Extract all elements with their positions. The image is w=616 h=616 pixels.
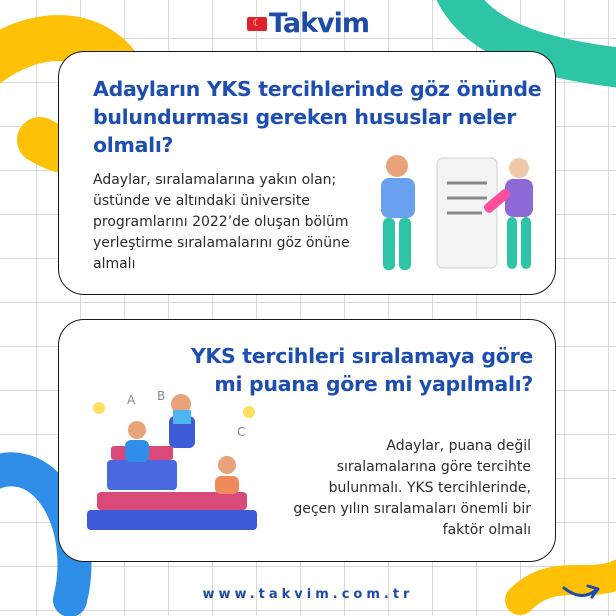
svg-text:C: C — [237, 425, 246, 439]
question-card-2 — [58, 319, 556, 562]
arrow-icon — [562, 580, 602, 602]
card2-body: Adaylar, puana değil sıralamalarına göre tercihte bulunmalı. YKS tercihlerinde, geçen yılın sıralamaları önemli bir faktör olmalı — [293, 438, 531, 538]
card1-title: Adayların YKS tercihlerinde göz önünde bulundurması gereken hususlar neler olmalı? — [93, 77, 542, 157]
svg-text:B: B — [157, 390, 166, 403]
students-with-paper-illustration — [367, 148, 537, 288]
takvim-logo[interactable] — [0, 8, 616, 39]
svg-text:A: A — [127, 393, 136, 407]
card1-body: Adaylar, sıralamalarına yakın olan; üstünde ve altındaki üniversite programlarını 2022’de oluşan bölüm yerleştirme sıralamalarını göz önüne almalı — [93, 172, 350, 272]
website-url[interactable]: www.takvim.com.tr — [202, 587, 414, 602]
logo-text: Takvim — [268, 8, 370, 39]
question-card-1 — [58, 51, 556, 295]
students-on-books-illustration — [77, 390, 277, 540]
flag-icon: ☾ — [247, 17, 267, 31]
card2-title: YKS tercihleri sıralamaya göre mi puana göre mi yapılmalı? — [190, 344, 533, 396]
